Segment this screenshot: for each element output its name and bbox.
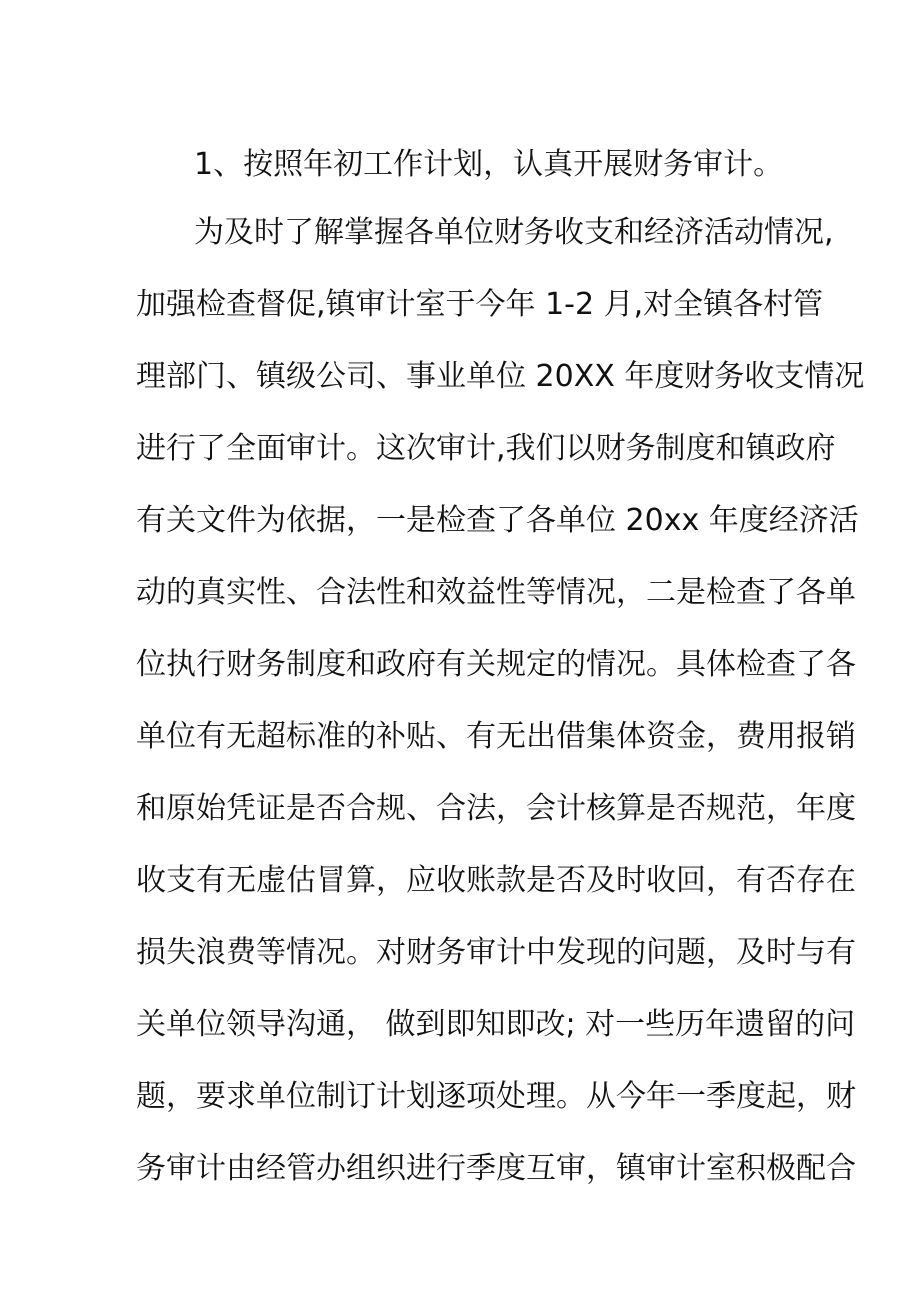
paragraph-line: 题，要求单位制订计划逐项处理。从今年一季度起，财 — [136, 1079, 856, 1114]
paragraph-line: 位执行财务制度和政府有关规定的情况。具体检查了各 — [136, 647, 856, 682]
section-heading: 1、按照年初工作计划，认真开展财务审计。 — [194, 147, 784, 182]
paragraph-line: 单位有无超标准的补贴、有无出借集体资金，费用报销 — [136, 719, 856, 754]
paragraph-line: 收支有无虚估冒算，应收账款是否及时收回，有否存在 — [136, 863, 856, 898]
paragraph-line: 务审计由经管办组织进行季度互审，镇审计室积极配合 — [136, 1151, 856, 1186]
paragraph-line: 为及时了解掌握各单位财务收支和经济活动情况, — [194, 215, 834, 250]
paragraph-line: 动的真实性、合法性和效益性等情况，二是检查了各单 — [136, 575, 856, 610]
paragraph-line: 理部门、镇级公司、事业单位 20XX 年度财务收支情况 — [136, 359, 865, 394]
paragraph-line: 和原始凭证是否合规、合法，会计核算是否规范，年度 — [136, 791, 856, 826]
paragraph-line: 有关文件为依据，一是检查了各单位 20xx 年度经济活 — [136, 503, 859, 538]
paragraph-line: 进行了全面审计。这次审计,我们以财务制度和镇政府 — [136, 431, 836, 466]
paragraph-line: 加强检查督促,镇审计室于今年 1-2 月,对全镇各村管 — [136, 287, 824, 322]
paragraph-line: 损失浪费等情况。对财务审计中发现的问题，及时与有 — [136, 935, 856, 970]
body-paragraph — [136, 210, 865, 1218]
paragraph-line: 关单位领导沟通， 做到即知即改; 对一些历年遗留的问 — [136, 1007, 856, 1042]
